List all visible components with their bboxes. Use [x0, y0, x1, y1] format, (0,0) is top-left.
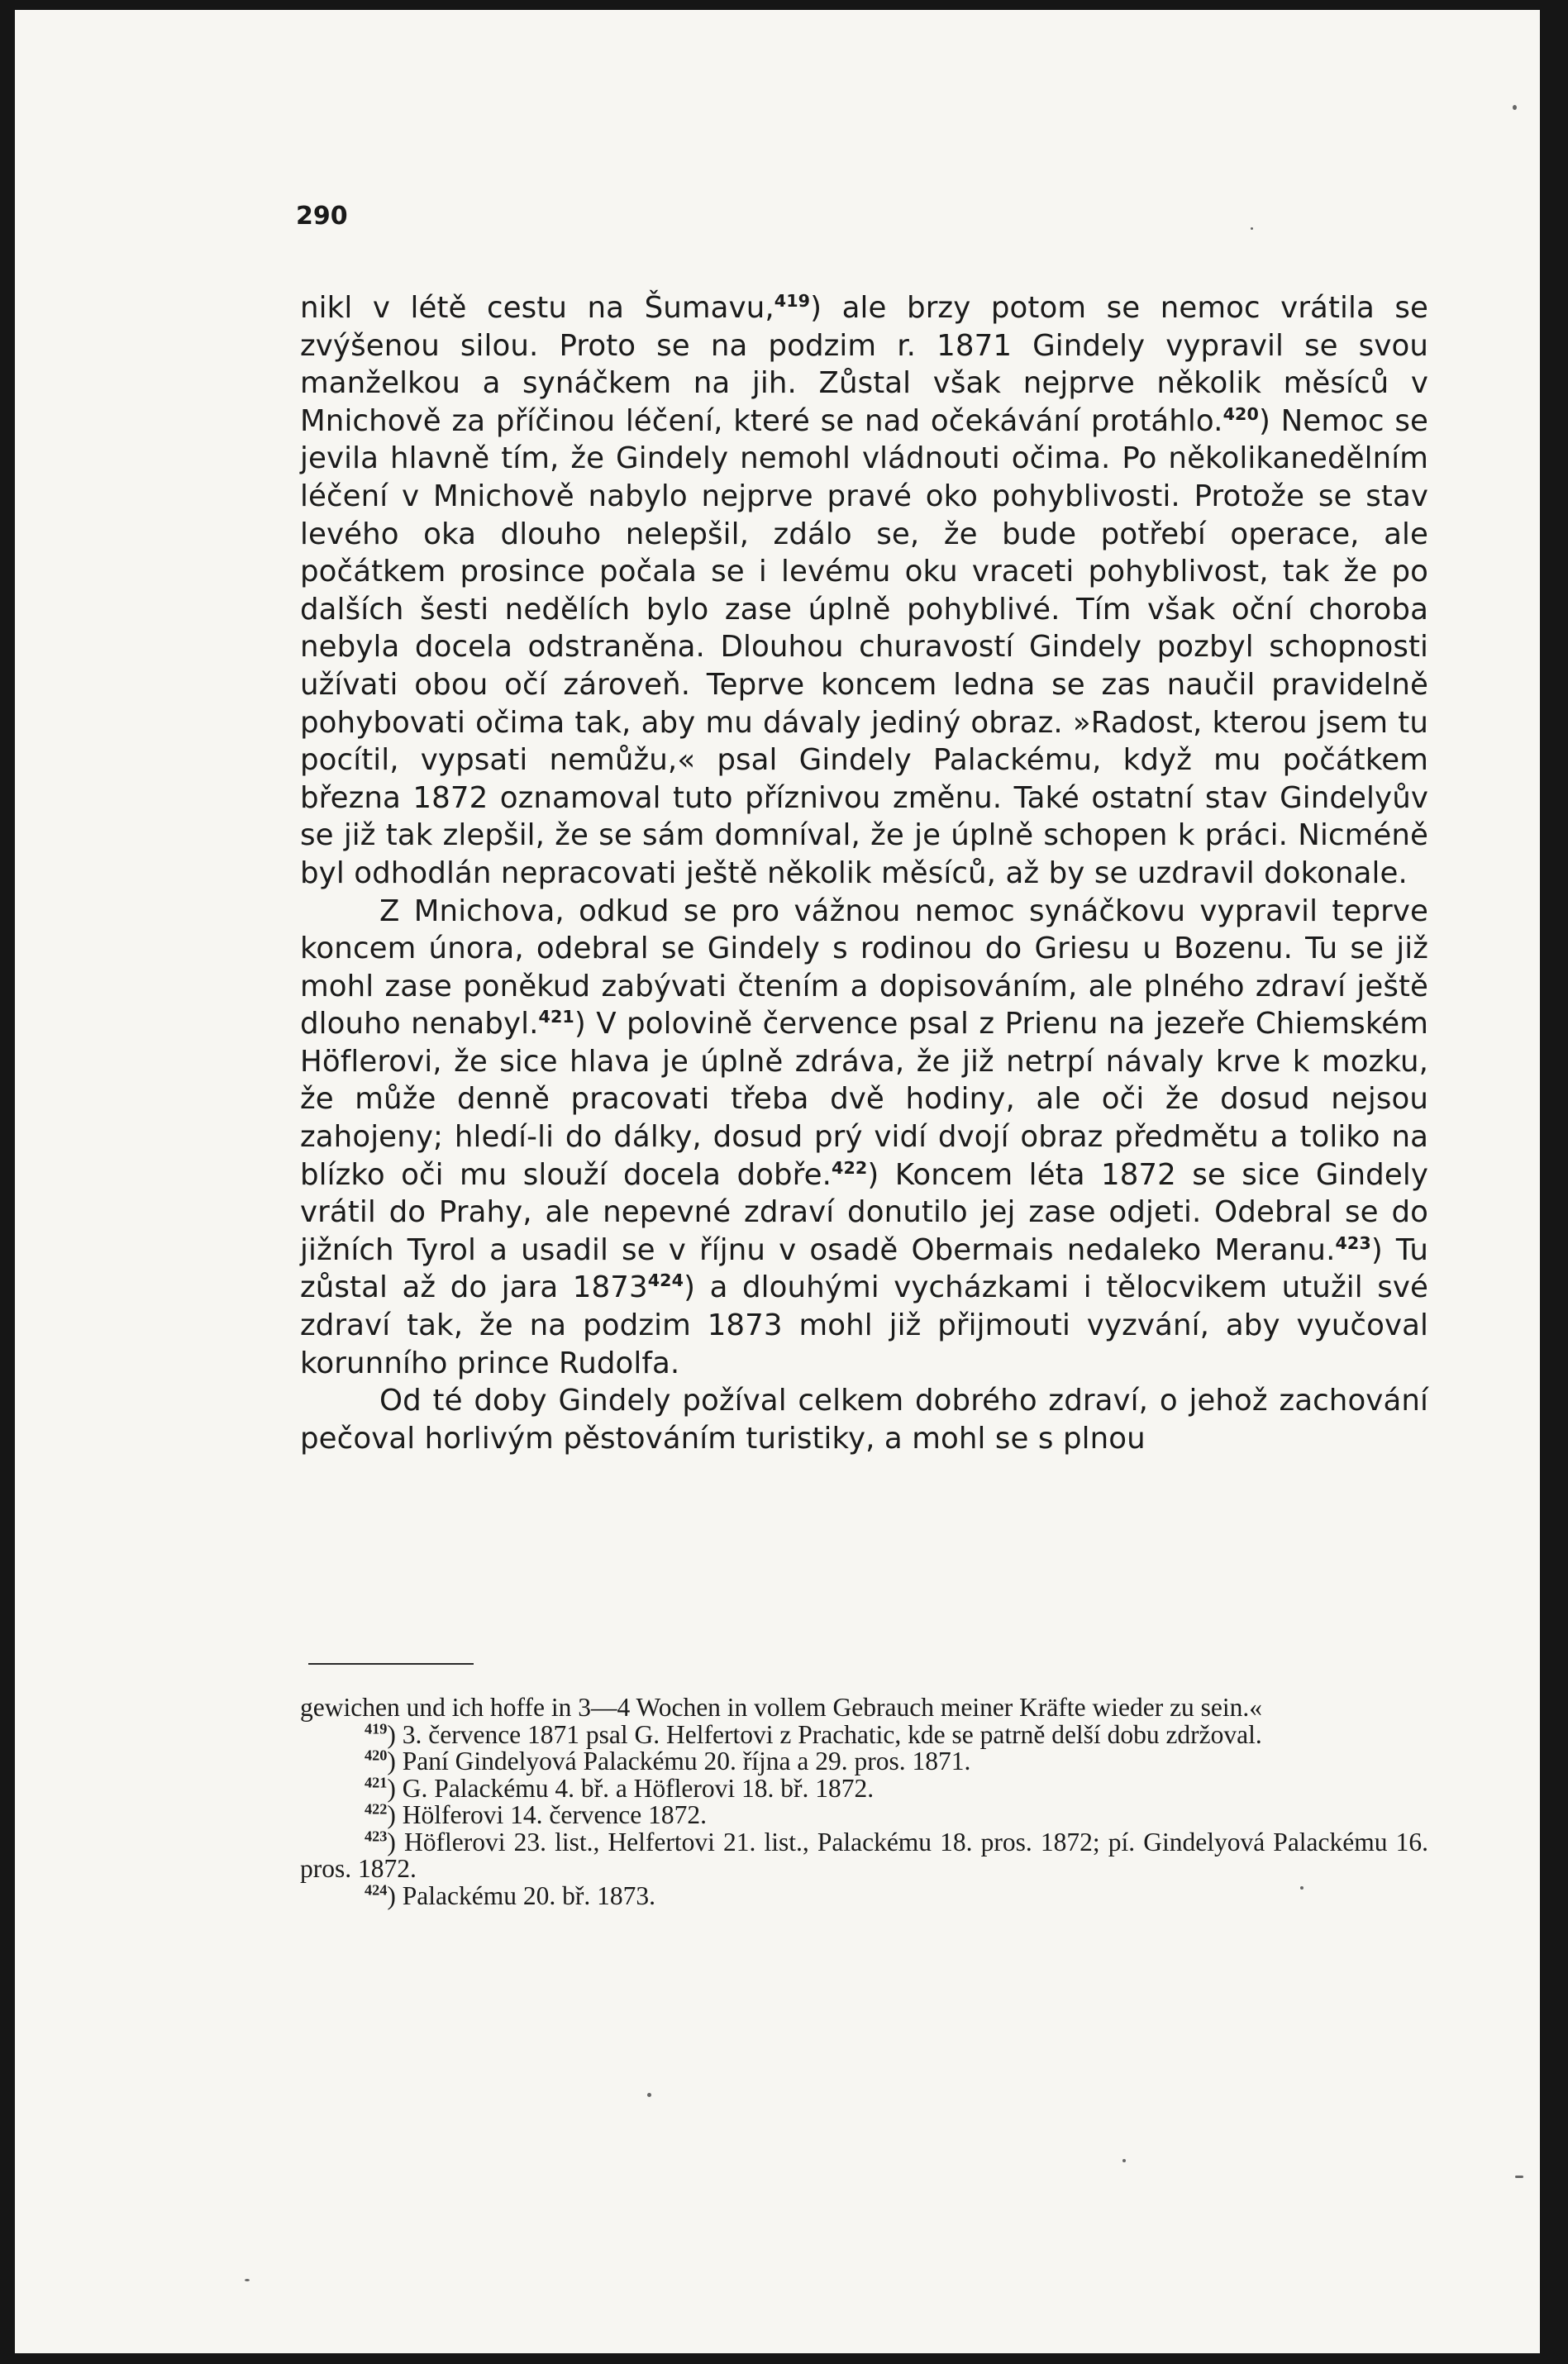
body-text-run: nikl v létě cestu na Šumavu, — [300, 291, 774, 325]
footnote-reference: 421 — [538, 1007, 574, 1027]
body-text-run: Z Mnichova, odkud se pro vážnou nemoc synáčkovu vypravil teprve koncem února, odebral se Gindely s rodinou do Griesu u Bozenu. Tu se již mohl zase poněkud zabývati čtením a dopisováním, ale plného zdraví ještě dlouho nenabyl. — [300, 894, 1428, 1041]
page-number: 290 — [296, 202, 348, 231]
footnote-text: ) 3. července 1871 psal G. Helfertovi z Prachatic, kde se patrně delší dobu zdržoval. — [387, 1719, 1262, 1749]
body-text — [300, 289, 1428, 1457]
footnote-number: 421 — [365, 1774, 388, 1791]
footnote — [300, 1748, 1428, 1775]
book-page — [15, 10, 1540, 2353]
body-text-run: ) V polovině července psal z Prienu na jezeře Chiemském Höflerovi, že sice hlava je úplně zdráva, že již netrpí návaly krve k mozku, že může denně pracovati třeba dvě hodiny, ale oči že dosud nejsou zahojeny; hledí-li do dálky, dosud prý vidí dvojí obraz předmětu a toliko na blízko oči mu slouží docela dobře. — [300, 1007, 1428, 1192]
body-text-run: ) Nemoc se jevila hlavně tím, že Gindely nemohl vládnouti očima. Po několikanedělním léčení v Mnichově nabylo nejprve pravé oko pohyblivosti. Protože se stav levého oka dlouho nelepšil, zdálo se, že bude potřebí operace, ale počátkem prosince počala se i levému oku vraceti pohyblivost, tak že po dalších šesti nedělích bylo zase úplně pohyblivé. Tím však oční choroba nebyla docela odstraněna. Dlouhou churavostí Gindely pozbyl schopnosti užívati obou očí zároveň. Teprve koncem ledna se zas naučil pravidelně pohybovati očima tak, aby mu dávaly jediný obraz. »Radost, kterou jsem tu pocítil, vypsati nemůžu,« psal Gindely Palackému, když mu počátkem března 1872 oznamoval tuto příznivou změnu. Také ostatní stav Gindelyův se již tak zlepšil, že se sám domníval, že je úplně schopen k práci. Nicméně byl odhodlán nepracovati ještě několik měsíců, až by se uzdravil dokonale. — [300, 403, 1428, 890]
body-text-run: ) ale brzy potom se nemoc vrátila se zvýšenou silou. Proto se na podzim r. 1871 Gindely vypravil se svou manželkou a synáčkem na jih. Zůstal však nejprve několik měsíců v Mnichově za příčinou léčení, které se nad očekávání protáhlo. — [300, 291, 1428, 438]
footnote-separator — [308, 1663, 474, 1665]
footnote-reference: 419 — [774, 291, 811, 312]
body-text-run: ) Tu zůstal až do jara 1873 — [300, 1232, 1428, 1305]
body-text-run: Od té doby Gindely požíval celkem dobrého zdraví, o jehož zachování pečoval horlivým pěstováním turistiky, a mohl se s plnou — [300, 1384, 1428, 1456]
footnote-text: gewichen und ich hoffe in 3—4 Wochen in vollem Gebrauch meiner Kräfte wieder zu sein.« — [300, 1693, 1263, 1722]
footnotes — [300, 1694, 1428, 1909]
footnote — [300, 1775, 1428, 1803]
footnote-number: 422 — [365, 1800, 388, 1818]
footnote — [300, 1829, 1428, 1883]
scan-speck — [1300, 1886, 1303, 1890]
footnote — [300, 1719, 1428, 1749]
body-paragraph — [300, 289, 1428, 893]
scan-speck — [1515, 2176, 1523, 2178]
footnote-text: ) Palackému 20. bř. 1873. — [387, 1880, 655, 1910]
footnote-number: 423 — [365, 1828, 388, 1845]
footnote-text: ) Hölferovi 14. července 1872. — [387, 1800, 708, 1829]
footnote-reference: 422 — [832, 1157, 868, 1178]
scan-speck — [1513, 105, 1517, 110]
footnote-number: 420 — [365, 1747, 388, 1764]
footnote-number: 419 — [365, 1720, 388, 1737]
body-text-run: ) a dlouhými vycházkami i tělocvikem utužil své zdraví tak, že na podzim 1873 mohl již přijmouti vyzvání, aby vyučoval korunního prince Rudolfa. — [300, 1270, 1428, 1380]
body-paragraph — [300, 1382, 1428, 1457]
scan-speck — [647, 2093, 651, 2097]
scan-speck — [1122, 2159, 1126, 2162]
footnote-text: ) Paní Gindelyová Palackému 20. října a 29. pros. 1871. — [387, 1747, 971, 1775]
footnote-text: ) G. Palackému 4. bř. a Höflerovi 18. bř. 1872. — [387, 1773, 875, 1803]
body-paragraph — [300, 893, 1428, 1383]
footnote — [300, 1802, 1428, 1829]
footnote-reference: 423 — [1335, 1233, 1371, 1254]
footnote-reference: 424 — [647, 1270, 684, 1291]
scan-speck — [245, 2279, 250, 2281]
scan-speck — [1251, 227, 1253, 230]
footnote-number: 424 — [365, 1881, 388, 1899]
footnote-reference: 420 — [1222, 403, 1259, 424]
footnote — [300, 1880, 1428, 1910]
footnote-text: ) Höflerovi 23. list., Helfertovi 21. list., Palackému 18. pros. 1872; pí. Gindelyová Palackému 16. pros. 1872. — [300, 1827, 1428, 1883]
footnote — [300, 1694, 1428, 1722]
body-text-run: ) Koncem léta 1872 se sice Gindely vrátil do Prahy, ale nepevné zdraví donutilo jej zase odjeti. Odebral se do jižních Tyrol a usadil se v říjnu v osadě Obermais nedaleko Meranu. — [300, 1157, 1428, 1267]
